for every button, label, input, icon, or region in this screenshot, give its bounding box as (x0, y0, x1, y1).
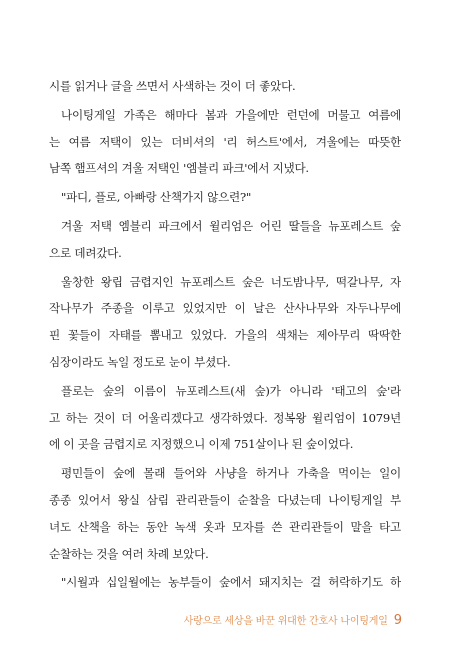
text-line: 작나무가 주종을 이루고 있었지만 이 날은 산사나무와 자두나무에 (49, 301, 401, 316)
text-line: 으로 데려갔다. (49, 245, 122, 260)
text-line: 나이팅게일 가족은 해마다 봄과 가을에만 런던에 머물고 여름에 (61, 107, 401, 122)
text-line: 심장이라도 녹일 정도로 눈이 부셨다. (49, 354, 231, 369)
text-line: 핀 꽃들이 자태를 뽐내고 있었다. 가을의 색채는 제아무리 딱딱한 (49, 328, 401, 343)
text-line: 겨울 저택 엠블리 파크에서 윌리엄은 어린 딸들을 뉴포레스트 숲 (61, 218, 401, 233)
text-line: 평민들이 숲에 몰래 들어와 사냥을 하거나 가축을 먹이는 일이 (61, 466, 401, 481)
text-line: "파디, 플로, 아빠랑 산책가지 않으련?" (61, 190, 252, 205)
text-line: 는 여름 저택이 있는 더비셔의 '리 허스트'에서, 겨울에는 따뜻한 (49, 134, 401, 149)
running-title: 사랑으로 세상을 바꾼 위대한 간호사 나이팅게일 (183, 616, 388, 627)
text-line: 에 이 곳을 금렵지로 지정했으니 이제 751살이나 된 숲이었다. (49, 437, 354, 452)
body-text (49, 73, 401, 596)
text-line: 울창한 왕립 금렵지인 뉴포레스트 숲은 너도밤나무, 떡갈나무, 자 (61, 274, 401, 289)
page-footer (184, 612, 402, 628)
text-line: 종종 있어서 왕실 삼림 관리관들이 순찰을 다녔는데 나이팅게일 부 (49, 492, 401, 507)
text-line: 녀도 산책을 하는 동안 녹색 옷과 모자를 쓴 관리관들이 말을 타고 (49, 519, 401, 534)
page-number: 9 (393, 613, 402, 628)
text-line: 시를 읽거나 글을 쓰면서 사색하는 것이 더 좋았다. (49, 79, 296, 93)
text-line: 순찰하는 것을 여러 차례 보았다. (49, 546, 209, 561)
text-line: 고 하는 것이 더 어울리겠다고 생각하였다. 정복왕 윌리엄이 1079년 (49, 410, 401, 425)
text-line: 남쪽 햄프셔의 겨울 저택인 '엠블리 파크'에서 지냈다. (49, 161, 309, 176)
text-line: 플로는 숲의 이름이 뉴포레스트(새 숲)가 아니라 '태고의 숲'라 (61, 383, 401, 398)
text-line: "시월과 십일월에는 농부들이 숲에서 돼지치는 걸 허락하기도 하 (61, 575, 401, 590)
